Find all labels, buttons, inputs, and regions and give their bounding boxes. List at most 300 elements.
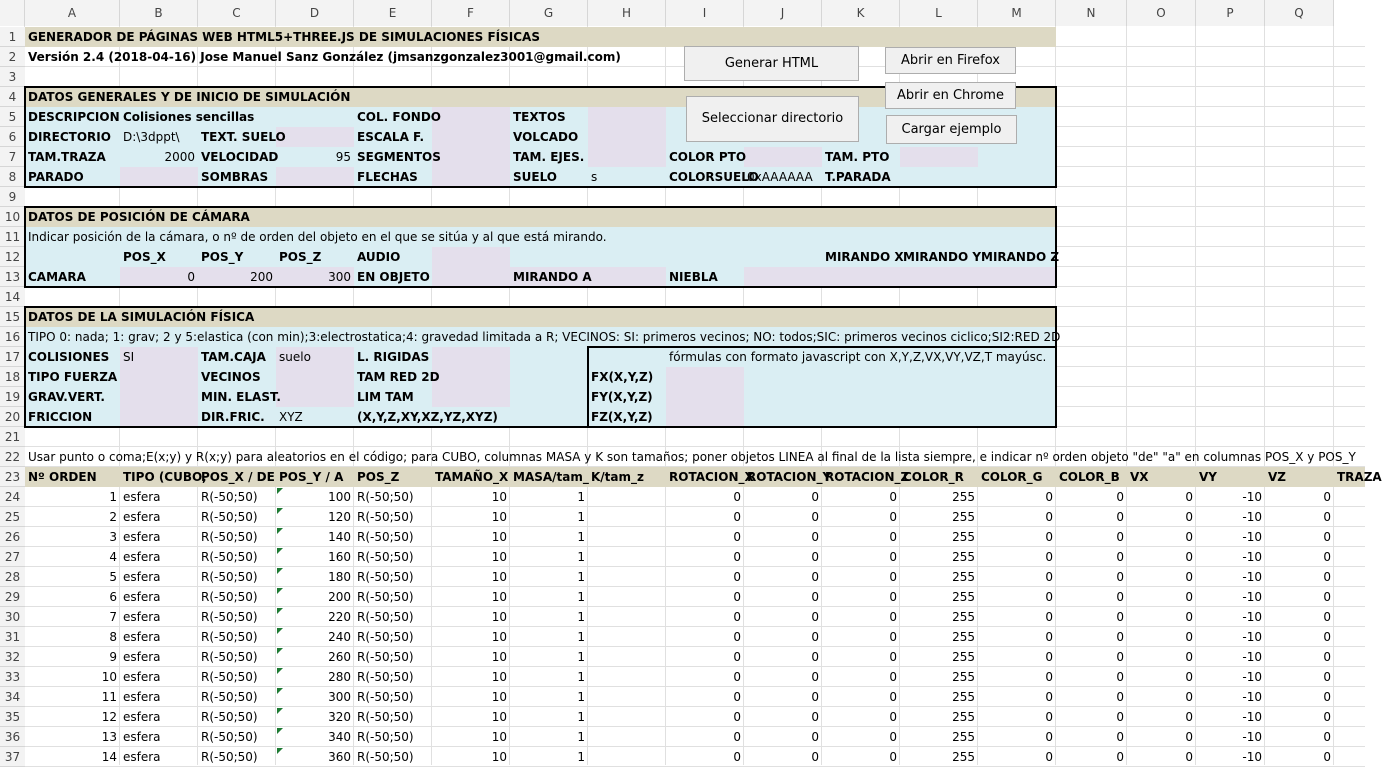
objects-column-header: ROTACION_X (669, 470, 754, 484)
table-cell: 0 (811, 510, 819, 524)
objects-column-header: TAMAÑO_X (435, 470, 509, 484)
table-cell: esfera (123, 670, 161, 684)
table-cell: 0 (889, 690, 897, 704)
table-cell: 0 (811, 750, 819, 764)
objects-column-header: POS_Y / A (279, 470, 344, 484)
row-header-28[interactable]: 28 (0, 567, 25, 587)
table-cell: -10 (1242, 530, 1262, 544)
niebla-label: NIEBLA (669, 270, 718, 284)
flechas-label: FLECHAS (357, 170, 418, 184)
table-cell: 10 (491, 510, 507, 524)
table-cell: 0 (733, 730, 741, 744)
camera-pos-x-value: 0 (187, 270, 195, 284)
table-cell: R(-50;50) (201, 610, 258, 624)
table-cell: 140 (328, 530, 351, 544)
pos-x-label: POS_X (123, 250, 166, 264)
table-cell: esfera (123, 630, 161, 644)
table-cell: -10 (1242, 610, 1262, 624)
table-cell: 120 (328, 510, 351, 524)
min-elast-label: MIN. ELAST. (201, 390, 281, 404)
colisiones-label: COLISIONES (28, 350, 110, 364)
row-header-27[interactable]: 27 (0, 547, 25, 567)
table-cell: 5 (109, 570, 117, 584)
column-header-F[interactable]: F (432, 0, 510, 26)
table-cell: 0 (811, 550, 819, 564)
tipo-note: TIPO 0: nada; 1: grav; 2 y 5:elastica (con min);3:electrostatica;4: gravedad limitada a R; VECINOS: SI: primeros vecinos; NO: todos;SIC: primeros vecinos ciclico;SI2:RED 2D (28, 330, 1061, 344)
input-cell-fill (744, 267, 822, 287)
row-header-16[interactable]: 16 (0, 327, 25, 347)
table-cell: 340 (328, 730, 351, 744)
table-cell: 220 (328, 610, 351, 624)
row-header-26[interactable]: 26 (0, 527, 25, 547)
suelo-label: SUELO (513, 170, 558, 184)
table-cell (588, 547, 666, 567)
fx-label: FX(X,Y,Z) (591, 370, 654, 384)
table-cell: R(-50;50) (201, 490, 258, 504)
colisiones-value: SI (123, 350, 135, 364)
input-cell-fill (432, 247, 510, 287)
row-header-25[interactable]: 25 (0, 507, 25, 527)
table-cell: 0 (1185, 630, 1193, 644)
table-cell: 0 (733, 690, 741, 704)
table-cell: 0 (889, 570, 897, 584)
table-cell: 0 (1323, 730, 1331, 744)
row-header-22[interactable]: 22 (0, 447, 25, 467)
table-cell: 0 (889, 670, 897, 684)
table-cell: 0 (1116, 630, 1124, 644)
table-cell: -10 (1242, 490, 1262, 504)
column-header-A[interactable]: A (25, 0, 120, 26)
row-header-13[interactable]: 13 (0, 267, 25, 287)
row-header-7[interactable]: 7 (0, 147, 25, 167)
table-cell: 3 (109, 530, 117, 544)
table-cell: 0 (1045, 610, 1053, 624)
table-cell: 10 (491, 590, 507, 604)
column-header-J[interactable]: J (744, 0, 822, 26)
tam-traza-value: 2000 (164, 150, 195, 164)
table-cell: 0 (1045, 750, 1053, 764)
table-cell: 0 (1185, 570, 1193, 584)
table-cell: 0 (1323, 710, 1331, 724)
table-cell: R(-50;50) (357, 710, 414, 724)
row-header-34[interactable]: 34 (0, 687, 25, 707)
table-cell: 0 (733, 670, 741, 684)
mirando-a-label: MIRANDO A (513, 270, 592, 284)
table-cell: 0 (733, 710, 741, 724)
table-cell: R(-50;50) (201, 530, 258, 544)
table-cell: 0 (811, 570, 819, 584)
table-cell: 0 (733, 610, 741, 624)
textos-label: TEXTOS (513, 110, 566, 124)
table-cell: 0 (889, 630, 897, 644)
row-header-18[interactable]: 18 (0, 367, 25, 387)
row-header-5[interactable]: 5 (0, 107, 25, 127)
table-cell: 0 (811, 690, 819, 704)
table-cell (588, 587, 666, 607)
table-cell: 0 (889, 590, 897, 604)
table-cell: 0 (889, 750, 897, 764)
table-cell (588, 567, 666, 587)
descripcion-value: Colisiones sencillas (123, 110, 255, 124)
table-cell: 10 (491, 630, 507, 644)
row-header-31[interactable]: 31 (0, 627, 25, 647)
column-header-C[interactable]: C (198, 0, 276, 26)
table-cell: 0 (1185, 590, 1193, 604)
number-as-text-marker (277, 528, 283, 534)
row-header-32[interactable]: 32 (0, 647, 25, 667)
table-cell: 0 (889, 650, 897, 664)
table-cell: 0 (1323, 750, 1331, 764)
table-cell: R(-50;50) (357, 550, 414, 564)
table-cell: 2 (109, 510, 117, 524)
text-suelo-label: TEXT. SUELO (201, 130, 286, 144)
number-as-text-marker (277, 728, 283, 734)
table-cell: 255 (952, 630, 975, 644)
table-cell: 0 (1045, 590, 1053, 604)
table-cell: 10 (491, 710, 507, 724)
row-header-1[interactable]: 1 (0, 27, 25, 47)
table-cell: 0 (1323, 670, 1331, 684)
row-header-19[interactable]: 19 (0, 387, 25, 407)
table-cell: 0 (1323, 510, 1331, 524)
column-header-I[interactable]: I (666, 0, 744, 26)
formulas-note: fórmulas con formato javascript con X,Y,Z,VX,VY,VZ,T mayúsc. (669, 350, 1047, 364)
objects-column-header: VX (1130, 470, 1149, 484)
table-cell: 0 (733, 590, 741, 604)
table-cell: R(-50;50) (357, 510, 414, 524)
row-header-29[interactable]: 29 (0, 587, 25, 607)
table-cell (588, 747, 666, 767)
number-as-text-marker (277, 568, 283, 574)
tam-caja-label: TAM.CAJA (201, 350, 266, 364)
column-header-E[interactable]: E (354, 0, 432, 26)
row-header-35[interactable]: 35 (0, 707, 25, 727)
generate-html-button[interactable]: Generar HTML (684, 46, 859, 81)
table-cell: 180 (328, 570, 351, 584)
row-header-30[interactable]: 30 (0, 607, 25, 627)
table-cell: 0 (1323, 490, 1331, 504)
objects-column-header: COLOR_R (903, 470, 964, 484)
table-cell: 0 (1185, 510, 1193, 524)
row-header-33[interactable]: 33 (0, 667, 25, 687)
input-cell-fill (588, 107, 666, 167)
column-header-L[interactable]: L (900, 0, 978, 26)
table-cell: 0 (1116, 610, 1124, 624)
table-cell: 0 (1045, 710, 1053, 724)
table-cell: 0 (889, 710, 897, 724)
input-cell-fill (978, 267, 1056, 287)
table-cell (588, 647, 666, 667)
table-cell: -10 (1242, 570, 1262, 584)
table-cell: R(-50;50) (201, 710, 258, 724)
column-header-P[interactable]: P (1196, 0, 1265, 26)
table-cell: 160 (328, 550, 351, 564)
table-cell: R(-50;50) (201, 550, 258, 564)
segmentos-label: SEGMENTOS (357, 150, 441, 164)
row-header-23[interactable]: 23 (0, 467, 25, 487)
number-as-text-marker (277, 648, 283, 654)
table-cell: -10 (1242, 750, 1262, 764)
table-cell: esfera (123, 690, 161, 704)
table-cell: 255 (952, 570, 975, 584)
table-cell: 11 (101, 690, 117, 704)
table-cell: R(-50;50) (201, 730, 258, 744)
t-parada-label: T.PARADA (825, 170, 891, 184)
table-cell (588, 527, 666, 547)
table-cell: R(-50;50) (201, 650, 258, 664)
table-cell: R(-50;50) (357, 730, 414, 744)
table-cell: 10 (491, 570, 507, 584)
table-cell: 10 (491, 550, 507, 564)
table-cell: R(-50;50) (201, 670, 258, 684)
table-cell: R(-50;50) (357, 630, 414, 644)
row-header-3[interactable]: 3 (0, 67, 25, 87)
table-cell: 0 (1045, 650, 1053, 664)
table-cell: 0 (1323, 570, 1331, 584)
grav-vert-label: GRAV.VERT. (28, 390, 105, 404)
table-cell: -10 (1242, 590, 1262, 604)
input-cell-fill (432, 347, 510, 407)
table-cell: 200 (328, 590, 351, 604)
table-cell: 0 (811, 490, 819, 504)
table-cell: R(-50;50) (357, 570, 414, 584)
row-header-36[interactable]: 36 (0, 727, 25, 747)
table-cell: 4 (109, 550, 117, 564)
column-header-N[interactable]: N (1056, 0, 1127, 26)
load-example-button[interactable]: Cargar ejemplo (886, 115, 1017, 144)
table-cell: 0 (1045, 510, 1053, 524)
en-objeto-label: EN OBJETO (357, 270, 430, 284)
row-header-37[interactable]: 37 (0, 747, 25, 767)
table-cell: 1 (577, 490, 585, 504)
table-cell: 0 (1116, 510, 1124, 524)
table-cell: 1 (577, 750, 585, 764)
table-cell: 0 (1116, 750, 1124, 764)
row-header-8[interactable]: 8 (0, 167, 25, 187)
objects-column-header: ROTACION_Z (825, 470, 910, 484)
dir-fric-value: XYZ (279, 410, 303, 424)
table-cell: 0 (811, 710, 819, 724)
table-cell: 0 (1116, 570, 1124, 584)
table-cell: R(-50;50) (357, 750, 414, 764)
table-cell (588, 607, 666, 627)
camera-section-title: DATOS DE POSICIÓN DE CÁMARA (28, 210, 250, 224)
physics-section-title: DATOS DE LA SIMULACIÓN FÍSICA (28, 310, 255, 324)
table-cell: 0 (1045, 490, 1053, 504)
color-pto-label: COLOR PTO (669, 150, 747, 164)
row-header-10[interactable]: 10 (0, 207, 25, 227)
directorio-value: D:\3dppt\ (123, 130, 180, 144)
number-as-text-marker (277, 688, 283, 694)
table-cell: R(-50;50) (201, 750, 258, 764)
directorio-label: DIRECTORIO (28, 130, 111, 144)
table-cell: -10 (1242, 510, 1262, 524)
table-cell: 1 (577, 510, 585, 524)
table-cell: 255 (952, 710, 975, 724)
table-cell: 0 (1185, 750, 1193, 764)
select-all-corner[interactable] (0, 0, 25, 26)
objects-column-header: K/tam_z (591, 470, 645, 484)
colorsuelo-label: COLORSUELO (669, 170, 759, 184)
table-cell: R(-50;50) (357, 670, 414, 684)
row-header-11[interactable]: 11 (0, 227, 25, 247)
table-cell: 1 (577, 710, 585, 724)
table-cell (588, 727, 666, 747)
audio-label: AUDIO (357, 250, 401, 264)
table-cell: 1 (577, 650, 585, 664)
table-cell: 0 (1045, 570, 1053, 584)
row-header-21[interactable]: 21 (0, 427, 25, 447)
table-cell: 1 (577, 630, 585, 644)
input-cell-fill (900, 267, 978, 287)
table-cell: esfera (123, 510, 161, 524)
table-cell: 260 (328, 650, 351, 664)
row-header-14[interactable]: 14 (0, 287, 25, 307)
input-cell-fill (900, 147, 978, 167)
table-cell: 10 (491, 730, 507, 744)
table-cell: esfera (123, 730, 161, 744)
camera-note: Indicar posición de la cámara, o nº de orden del objeto en el que se sitúa y al que está mirando. (28, 230, 607, 244)
table-cell: esfera (123, 610, 161, 624)
column-header-D[interactable]: D (276, 0, 354, 26)
table-cell: 0 (1045, 730, 1053, 744)
row-header-17[interactable]: 17 (0, 347, 25, 367)
table-cell: 1 (577, 570, 585, 584)
table-cell: R(-50;50) (357, 690, 414, 704)
column-header-H[interactable]: H (588, 0, 666, 26)
sombras-label: SOMBRAS (201, 170, 269, 184)
input-cell-fill (276, 167, 354, 187)
select-directory-button[interactable]: Seleccionar directorio (686, 96, 859, 142)
tipo-fuerza-label: TIPO FUERZA (28, 370, 118, 384)
table-cell: R(-50;50) (357, 530, 414, 544)
table-cell: 0 (811, 650, 819, 664)
table-cell: 0 (733, 570, 741, 584)
input-cell-fill (822, 267, 900, 287)
column-header-Q[interactable]: Q (1265, 0, 1334, 26)
row-header-2[interactable]: 2 (0, 47, 25, 67)
column-header-O[interactable]: O (1127, 0, 1196, 26)
xyz-options-label: (X,Y,Z,XY,XZ,YZ,XYZ) (357, 410, 498, 424)
open-firefox-button[interactable]: Abrir en Firefox (885, 47, 1016, 74)
table-cell: 0 (1185, 730, 1193, 744)
objects-column-header: COLOR_G (981, 470, 1043, 484)
row-header-24[interactable]: 24 (0, 487, 25, 507)
objects-column-header: TRAZA (1337, 470, 1382, 484)
row-header-4[interactable]: 4 (0, 87, 25, 107)
suelo-value: s (591, 170, 598, 184)
table-cell: 0 (1045, 690, 1053, 704)
table-cell: 0 (1116, 490, 1124, 504)
objects-note: Usar punto o coma;E(x;y) y R(x;y) para aleatorios en el código; para CUBO, columnas MASA y K son tamaños; poner objetos LINEA al final de la lista siempre, e indicar nº orden objeto "de" "a" en columnas POS_X y POS_Y (28, 450, 1356, 464)
table-cell: 255 (952, 690, 975, 704)
table-cell: 1 (577, 590, 585, 604)
lim-tam-label: LIM TAM (357, 390, 414, 404)
table-cell: 1 (577, 550, 585, 564)
table-cell: R(-50;50) (201, 630, 258, 644)
table-cell: 10 (491, 650, 507, 664)
table-cell: -10 (1242, 670, 1262, 684)
table-cell: -10 (1242, 710, 1262, 724)
table-cell: 0 (1116, 730, 1124, 744)
input-cell-fill (666, 367, 744, 427)
table-cell: esfera (123, 490, 161, 504)
row-header-9[interactable]: 9 (0, 187, 25, 207)
row-header-12[interactable]: 12 (0, 247, 25, 267)
column-header-M[interactable]: M (978, 0, 1056, 26)
table-cell: R(-50;50) (357, 650, 414, 664)
row-header-20[interactable]: 20 (0, 407, 25, 427)
camera-pos-y-value: 200 (250, 270, 273, 284)
table-cell: 0 (1323, 690, 1331, 704)
table-cell: 0 (811, 610, 819, 624)
column-header-G[interactable]: G (510, 0, 588, 26)
table-cell: 10 (491, 750, 507, 764)
pos-y-label: POS_Y (201, 250, 244, 264)
table-cell: 6 (109, 590, 117, 604)
table-cell: 0 (1185, 670, 1193, 684)
table-cell: -10 (1242, 730, 1262, 744)
open-chrome-button[interactable]: Abrir en Chrome (885, 82, 1016, 109)
number-as-text-marker (277, 708, 283, 714)
table-cell: 280 (328, 670, 351, 684)
table-cell (588, 687, 666, 707)
objects-column-header: POS_X / DE (201, 470, 275, 484)
table-cell: 0 (811, 530, 819, 544)
table-cell: 10 (491, 530, 507, 544)
table-cell: -10 (1242, 550, 1262, 564)
table-cell: 255 (952, 510, 975, 524)
table-cell: 0 (733, 630, 741, 644)
table-cell: 0 (1323, 590, 1331, 604)
column-header-K[interactable]: K (822, 0, 900, 26)
objects-column-header: TIPO (CUBO, (123, 470, 207, 484)
row-header-6[interactable]: 6 (0, 127, 25, 147)
table-cell: 1 (577, 610, 585, 624)
table-cell: 1 (577, 690, 585, 704)
table-cell: 0 (1323, 530, 1331, 544)
mirando-x-label: MIRANDO X (825, 250, 904, 264)
table-cell: 0 (733, 490, 741, 504)
table-cell: 1 (109, 490, 117, 504)
table-cell: 0 (733, 510, 741, 524)
table-cell: 360 (328, 750, 351, 764)
velocidad-label: VELOCIDAD (201, 150, 279, 164)
table-cell: esfera (123, 570, 161, 584)
table-cell: esfera (123, 530, 161, 544)
table-cell: 0 (1323, 650, 1331, 664)
table-cell: 10 (101, 670, 117, 684)
objects-column-header: MASA/tam_ (513, 470, 589, 484)
table-cell: 1 (577, 670, 585, 684)
table-cell: esfera (123, 650, 161, 664)
table-cell: 255 (952, 730, 975, 744)
objects-column-header: Nº ORDEN (28, 470, 97, 484)
table-cell: 300 (328, 690, 351, 704)
table-cell: R(-50;50) (357, 610, 414, 624)
table-cell: 255 (952, 610, 975, 624)
version-text: Versión 2.4 (2018-04-16) Jose Manuel Sanz González (jmsanzgonzalez3001@gmail.com) (28, 50, 621, 64)
table-cell: 255 (952, 670, 975, 684)
number-as-text-marker (277, 508, 283, 514)
camera-pos-z-value: 300 (328, 270, 351, 284)
tam-caja-value: suelo (279, 350, 311, 364)
table-cell: 0 (811, 630, 819, 644)
row-header-15[interactable]: 15 (0, 307, 25, 327)
column-header-B[interactable]: B (120, 0, 198, 26)
table-cell: 0 (889, 730, 897, 744)
objects-column-header: COLOR_B (1059, 470, 1120, 484)
